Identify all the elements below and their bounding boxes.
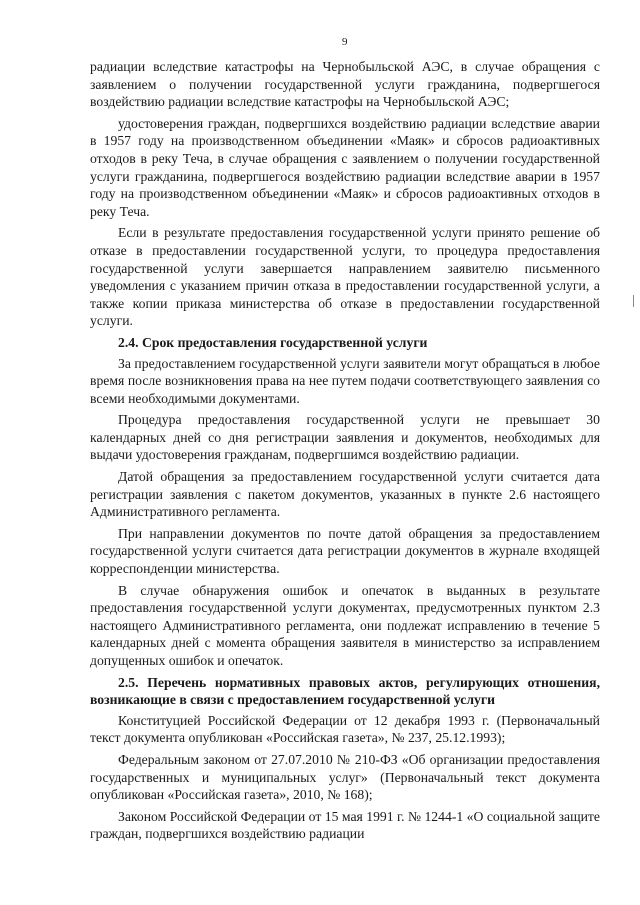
section-heading-2-5: 2.5. Перечень нормативных правовых актов, регулирующих отношения, возникающие в связи с предоставлением государственной услуги bbox=[90, 674, 600, 708]
paragraph-law-1244-1: Законом Российской Федерации от 15 мая 1991 г. № 1244-1 «О социальной защите граждан, подвергшихся воздействию радиации bbox=[90, 808, 600, 842]
paragraph-mayak-certificate: удостоверения граждан, подвергшихся воздействию радиации вследствие аварии в 1957 году на производственном объединении «Маяк» и сбросов радиоактивных отходов в реку Теча, в случае обращения с заявлением о получении государственной услуги гражданина, подвергшегося воздействию радиации вследствие аварии в 1957 году на производственном объединении «Маяк» и сбросов радиоактивных отходов в реку Теча. bbox=[90, 115, 600, 219]
paragraph-federal-law-210: Федеральным законом от 27.07.2010 № 210-ФЗ «Об организации предоставления государственных и муниципальных услуг» (Первоначальный текст документа опубликован «Российская газета», 2010, № 168); bbox=[90, 751, 600, 803]
paragraph-refusal-procedure: Если в результате предоставления государственной услуги принято решение об отказе в предоставлении государственной услуги, то процедура предоставления государственной услуги завершается направлением заявителю письменного уведомления с указанием причин отказа в предоставлении государственной услуги, а также копии приказа министерства об отказе в предоставлении государственной услуги. bbox=[90, 225, 600, 329]
paragraph-procedure-duration: Процедура предоставления государственной услуги не превышает 30 календарных дней со дня регистрации заявления и документов, необходимых для выдачи удостоверения гражданам, подвергшимся воздействию радиации. bbox=[90, 412, 600, 463]
paragraph-constitution: Конституцией Российской Федерации от 12 декабря 1993 г. (Первоначальный текст документа опубликован «Российская газета», № 237, 25.12.1993); bbox=[90, 712, 600, 746]
paragraph-application-time: За предоставлением государственной услуги заявители могут обращаться в любое время после возникновения права на нее путем подачи соответствующего заявления со всеми необходимыми документами. bbox=[90, 355, 600, 406]
section-heading-2-4: 2.4. Срок предоставления государственной услуги bbox=[118, 334, 428, 350]
paragraph-error-correction: В случае обнаружения ошибок и опечаток в выданных в результате предоставления государственной услуги документах, предусмотренных пунктом 2.3 настоящего Административного регламента, они подлежат исправлению в течение 5 календарных дней с момента обращения заявителя в министерство за исправлением допущенных ошибок и опечаток. bbox=[90, 582, 600, 668]
margin-mark bbox=[629, 295, 634, 307]
paragraph-application-date: Датой обращения за предоставлением государственной услуги считается дата регистрации заявления с пакетом документов, указанных в пункте 2.6 настоящего Административного регламента. bbox=[90, 469, 600, 520]
paragraph-postal-submission: При направлении документов по почте датой обращения за предоставлением государственной услуги считается дата регистрации документов в журнале входящей корреспонденции министерства. bbox=[90, 525, 600, 577]
page-number: 9 bbox=[342, 36, 348, 48]
paragraph-continuation: радиации вследствие катастрофы на Чернобыльской АЭС, в случае обращения с заявлением о получении государственной услуги гражданина, подвергшегося воздействию радиации вследствие катастрофы на Чернобыльской АЭС; bbox=[90, 59, 600, 110]
document-body bbox=[90, 58, 600, 843]
